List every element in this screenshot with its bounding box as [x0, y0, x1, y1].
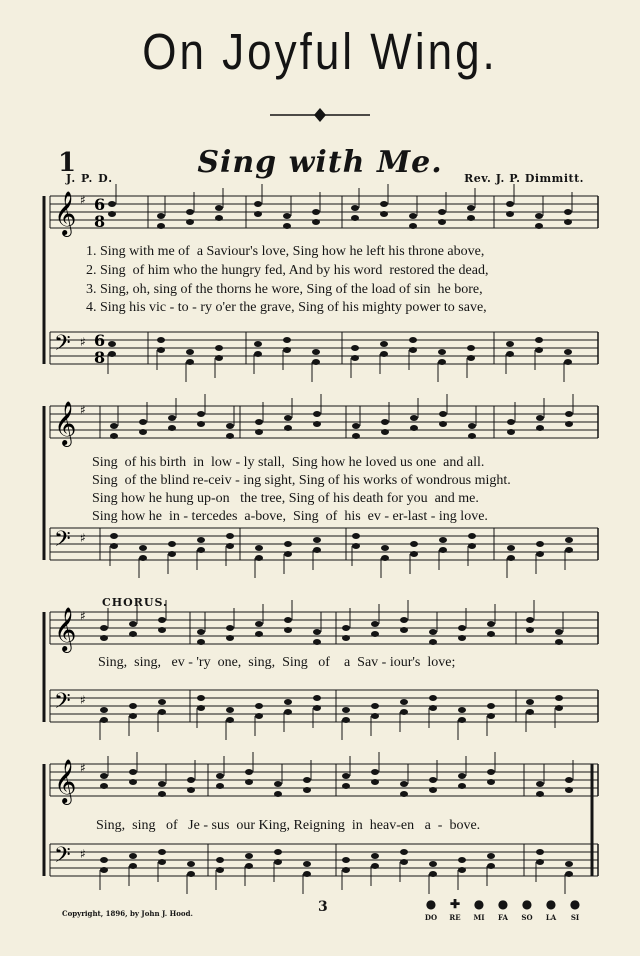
verse-line-1b: Sing of his birth in low - ly stall, Sing how he loved us one and all.: [92, 455, 485, 470]
note-head: [284, 699, 292, 705]
note-head: [506, 211, 514, 217]
note-head: [507, 555, 515, 561]
treble-clef: 𝄞: [54, 759, 77, 803]
note-head: [555, 695, 563, 701]
note-head: [129, 769, 137, 775]
verse-line-4: 4. Sing his vic - to - ry o'er the grave, Sing of his mighty power to save,: [86, 300, 487, 315]
note-head: [284, 415, 292, 421]
note-head: [458, 783, 466, 789]
note-head: [129, 621, 137, 627]
note-head: [467, 215, 475, 221]
treble-clef: 𝄞: [54, 191, 77, 235]
note-head: [313, 705, 321, 711]
sharp-sign: ♯: [80, 193, 86, 207]
note-head: [216, 783, 224, 789]
chorus-line-1: Sing, sing, ev - 'ry one, sing, Sing of a Sav - iour's love;: [98, 655, 456, 670]
note-head: [158, 781, 166, 787]
note-head: [535, 347, 543, 353]
note-head: [468, 543, 476, 549]
note-head: [429, 629, 437, 635]
treble-clef: 𝄞: [54, 607, 77, 651]
time-signature-top: 6: [94, 331, 106, 350]
note-head: [313, 547, 321, 553]
note-head: [313, 639, 321, 645]
note-head: [313, 421, 321, 427]
note-head: [565, 871, 573, 877]
note-head: [400, 781, 408, 787]
note-head: [158, 627, 166, 633]
note-head: [555, 705, 563, 711]
note-head: [197, 421, 205, 427]
note-head: [458, 635, 466, 641]
note-head: [458, 867, 466, 873]
note-head: [487, 863, 495, 869]
note-head: [400, 617, 408, 623]
solfege-legend: [420, 898, 590, 928]
time-signature-bottom: 8: [94, 212, 106, 231]
note-head: [168, 415, 176, 421]
note-head: [186, 359, 194, 365]
verse-line-3b: Sing how he hung up-on the tree, Sing of his death for you and me.: [92, 491, 479, 506]
note-head: [400, 859, 408, 865]
bass-clef: 𝄢: [54, 843, 71, 873]
note-head: [100, 635, 108, 641]
note-head: [283, 337, 291, 343]
note-head: [254, 351, 262, 357]
note-head: [410, 551, 418, 557]
note-head: [506, 341, 514, 347]
note-head: [255, 555, 263, 561]
note-head: [157, 337, 165, 343]
note-head: [186, 209, 194, 215]
note-head: [409, 347, 417, 353]
note-head: [254, 341, 262, 347]
note-head: [536, 849, 544, 855]
note-head: [371, 713, 379, 719]
note-head: [342, 625, 350, 631]
note-head: [197, 639, 205, 645]
composer-credit: J. P. D.: [66, 172, 114, 185]
bass-clef: 𝄢: [54, 331, 71, 361]
note-head: [351, 345, 359, 351]
note-head: [535, 223, 543, 229]
note-head: [487, 713, 495, 719]
note-head: [245, 863, 253, 869]
note-head: [129, 631, 137, 637]
note-head: [439, 537, 447, 543]
note-head: [526, 617, 534, 623]
note-head: [284, 551, 292, 557]
note-head: [342, 773, 350, 779]
note-head: [139, 429, 147, 435]
note-head: [254, 201, 262, 207]
solfege-so: ● SO: [521, 897, 533, 922]
note-head: [438, 219, 446, 225]
note-head: [526, 627, 534, 633]
note-head: [129, 863, 137, 869]
note-head: [186, 349, 194, 355]
note-head: [439, 421, 447, 427]
note-head: [342, 857, 350, 863]
note-head: [342, 783, 350, 789]
note-head: [342, 867, 350, 873]
sharp-sign: ♯: [80, 847, 86, 861]
note-head: [158, 699, 166, 705]
note-head: [226, 707, 234, 713]
note-head: [410, 425, 418, 431]
note-head: [139, 555, 147, 561]
note-head: [351, 355, 359, 361]
note-head: [187, 861, 195, 867]
note-head: [108, 201, 116, 207]
book-title: On Joyful Wing.: [142, 24, 498, 81]
note-head: [110, 533, 118, 539]
note-head: [526, 709, 534, 715]
note-head: [274, 859, 282, 865]
note-head: [371, 853, 379, 859]
note-head: [283, 223, 291, 229]
note-head: [226, 625, 234, 631]
note-head: [255, 621, 263, 627]
note-head: [439, 411, 447, 417]
note-head: [429, 871, 437, 877]
note-head: [226, 717, 234, 723]
note-head: [555, 639, 563, 645]
time-signature-top: 6: [94, 195, 106, 214]
bass-clef: 𝄢: [54, 527, 71, 557]
note-head: [303, 861, 311, 867]
verse-line-4b: Sing how he in - tercedes a-bove, Sing of his ev - er-last - ing love.: [92, 509, 488, 524]
note-head: [381, 555, 389, 561]
note-head: [158, 709, 166, 715]
note-head: [381, 545, 389, 551]
note-head: [380, 341, 388, 347]
note-head: [312, 219, 320, 225]
note-head: [129, 779, 137, 785]
note-head: [197, 695, 205, 701]
note-head: [351, 205, 359, 211]
hymn-title: Sing with Me.: [197, 145, 443, 180]
note-head: [303, 777, 311, 783]
note-head: [371, 769, 379, 775]
note-head: [187, 787, 195, 793]
note-head: [226, 423, 234, 429]
note-head: [283, 347, 291, 353]
note-head: [100, 783, 108, 789]
note-head: [226, 635, 234, 641]
note-head: [342, 635, 350, 641]
note-head: [157, 347, 165, 353]
sharp-sign: ♯: [80, 693, 86, 707]
note-head: [429, 695, 437, 701]
note-head: [129, 713, 137, 719]
sharp-sign: ♯: [80, 531, 86, 545]
note-head: [245, 779, 253, 785]
note-head: [342, 717, 350, 723]
note-head: [458, 707, 466, 713]
note-head: [216, 867, 224, 873]
chorus-label: CHORUS.: [102, 596, 168, 609]
note-head: [313, 629, 321, 635]
note-head: [536, 425, 544, 431]
note-head: [565, 411, 573, 417]
note-head: [564, 349, 572, 355]
note-head: [303, 787, 311, 793]
note-head: [468, 433, 476, 439]
note-head: [157, 223, 165, 229]
note-head: [274, 791, 282, 797]
note-head: [380, 201, 388, 207]
note-head: [400, 791, 408, 797]
hymn-number: 1: [58, 148, 77, 178]
note-head: [565, 861, 573, 867]
note-head: [226, 433, 234, 439]
note-head: [100, 773, 108, 779]
note-head: [400, 699, 408, 705]
note-head: [371, 621, 379, 627]
note-head: [129, 853, 137, 859]
note-head: [438, 359, 446, 365]
solfege-re: ✚ RE: [449, 897, 461, 922]
note-head: [342, 707, 350, 713]
note-head: [274, 781, 282, 787]
note-head: [400, 709, 408, 715]
note-head: [100, 625, 108, 631]
note-head: [467, 345, 475, 351]
note-head: [536, 541, 544, 547]
note-head: [158, 859, 166, 865]
solfege-do: ● DO: [424, 897, 438, 922]
note-head: [439, 547, 447, 553]
note-head: [371, 631, 379, 637]
note-head: [312, 209, 320, 215]
note-head: [100, 707, 108, 713]
note-head: [507, 429, 515, 435]
verse-line-2b: Sing of the blind re-ceiv - ing sight, Sing of his works of wondrous might.: [92, 473, 511, 488]
note-head: [352, 433, 360, 439]
time-signature-bottom: 8: [94, 348, 106, 367]
note-head: [371, 863, 379, 869]
note-head: [245, 853, 253, 859]
note-head: [380, 211, 388, 217]
note-head: [100, 717, 108, 723]
note-head: [438, 349, 446, 355]
note-head: [197, 705, 205, 711]
note-head: [215, 215, 223, 221]
sharp-sign: ♯: [80, 335, 86, 349]
verse-line-3: 3. Sing, oh, sing of the thorns he wore, Sing of the load of sin he bore,: [86, 282, 483, 297]
note-head: [312, 349, 320, 355]
note-head: [555, 629, 563, 635]
note-head: [536, 551, 544, 557]
note-head: [381, 419, 389, 425]
note-head: [565, 787, 573, 793]
note-head: [487, 853, 495, 859]
note-head: [197, 629, 205, 635]
note-head: [255, 703, 263, 709]
note-head: [254, 211, 262, 217]
note-head: [400, 627, 408, 633]
note-head: [313, 411, 321, 417]
note-head: [458, 857, 466, 863]
bass-clef: 𝄢: [54, 689, 71, 719]
note-head: [129, 703, 137, 709]
note-head: [158, 617, 166, 623]
note-head: [100, 867, 108, 873]
note-head: [564, 209, 572, 215]
note-head: [215, 205, 223, 211]
note-head: [467, 355, 475, 361]
solfege-si: ● SI: [569, 897, 581, 922]
note-head: [535, 213, 543, 219]
note-head: [536, 859, 544, 865]
note-head: [110, 433, 118, 439]
note-head: [400, 849, 408, 855]
note-head: [429, 639, 437, 645]
note-head: [215, 355, 223, 361]
note-head: [409, 223, 417, 229]
note-head: [535, 337, 543, 343]
note-head: [139, 419, 147, 425]
note-head: [468, 533, 476, 539]
note-head: [565, 777, 573, 783]
note-head: [487, 769, 495, 775]
sharp-sign: ♯: [80, 403, 86, 417]
note-head: [565, 547, 573, 553]
note-head: [226, 543, 234, 549]
note-head: [197, 547, 205, 553]
note-head: [187, 777, 195, 783]
note-head: [429, 861, 437, 867]
note-head: [216, 773, 224, 779]
note-head: [467, 205, 475, 211]
note-head: [526, 699, 534, 705]
note-head: [168, 551, 176, 557]
note-head: [197, 537, 205, 543]
note-head: [352, 423, 360, 429]
verse-line-1: 1. Sing with me of a Saviour's love, Sing how he left his throne above,: [86, 244, 485, 259]
solfege-la: ● LA: [545, 897, 557, 922]
note-head: [458, 773, 466, 779]
treble-clef: 𝄞: [54, 401, 77, 445]
note-head: [284, 627, 292, 633]
note-head: [197, 411, 205, 417]
solfege-fa: ● FA: [497, 897, 509, 922]
note-head: [409, 213, 417, 219]
note-head: [283, 213, 291, 219]
note-head: [438, 209, 446, 215]
solfege-mi: ● MI: [473, 897, 485, 922]
note-head: [255, 419, 263, 425]
note-head: [410, 541, 418, 547]
note-head: [565, 537, 573, 543]
note-head: [215, 345, 223, 351]
copyright-notice: Copyright, 1896, by John J. Hood.: [62, 909, 193, 918]
note-head: [429, 777, 437, 783]
note-head: [226, 533, 234, 539]
note-head: [110, 423, 118, 429]
note-head: [380, 351, 388, 357]
note-head: [429, 787, 437, 793]
note-head: [255, 545, 263, 551]
note-head: [139, 545, 147, 551]
note-head: [255, 429, 263, 435]
note-head: [186, 219, 194, 225]
note-head: [468, 423, 476, 429]
note-head: [536, 791, 544, 797]
note-head: [564, 359, 572, 365]
note-head: [255, 713, 263, 719]
chorus-line-2: Sing, sing of Je - sus our King, Reigning in heav-en a - bove.: [96, 818, 481, 833]
note-head: [313, 695, 321, 701]
note-head: [100, 857, 108, 863]
note-head: [284, 617, 292, 623]
note-head: [313, 537, 321, 543]
note-head: [536, 781, 544, 787]
note-head: [487, 621, 495, 627]
author-credit: Rev. J. P. Dimmitt.: [464, 172, 584, 185]
note-head: [168, 541, 176, 547]
note-head: [564, 219, 572, 225]
sharp-sign: ♯: [80, 761, 86, 775]
note-head: [506, 351, 514, 357]
page-number: 3: [318, 899, 328, 915]
verse-line-2: 2. Sing of him who the hungry fed, And by his word restored the dead,: [86, 263, 489, 278]
note-head: [284, 425, 292, 431]
sharp-sign: ♯: [80, 609, 86, 623]
note-head: [187, 871, 195, 877]
note-head: [487, 631, 495, 637]
note-head: [303, 871, 311, 877]
note-head: [108, 211, 116, 217]
note-head: [371, 703, 379, 709]
note-head: [458, 625, 466, 631]
note-head: [381, 429, 389, 435]
note-head: [352, 533, 360, 539]
note-head: [216, 857, 224, 863]
note-head: [157, 213, 165, 219]
note-head: [284, 541, 292, 547]
note-head: [352, 543, 360, 549]
note-head: [458, 717, 466, 723]
note-head: [351, 215, 359, 221]
note-head: [158, 791, 166, 797]
note-head: [284, 709, 292, 715]
note-head: [371, 779, 379, 785]
note-head: [274, 849, 282, 855]
note-head: [487, 703, 495, 709]
note-head: [255, 631, 263, 637]
note-head: [487, 779, 495, 785]
note-head: [158, 849, 166, 855]
note-head: [110, 543, 118, 549]
note-head: [506, 201, 514, 207]
note-head: [108, 351, 116, 357]
note-head: [429, 705, 437, 711]
note-head: [507, 419, 515, 425]
note-head: [507, 545, 515, 551]
note-head: [410, 415, 418, 421]
note-head: [108, 341, 116, 347]
note-head: [245, 769, 253, 775]
note-head: [409, 337, 417, 343]
note-head: [536, 415, 544, 421]
note-head: [168, 425, 176, 431]
note-head: [565, 421, 573, 427]
note-head: [312, 359, 320, 365]
